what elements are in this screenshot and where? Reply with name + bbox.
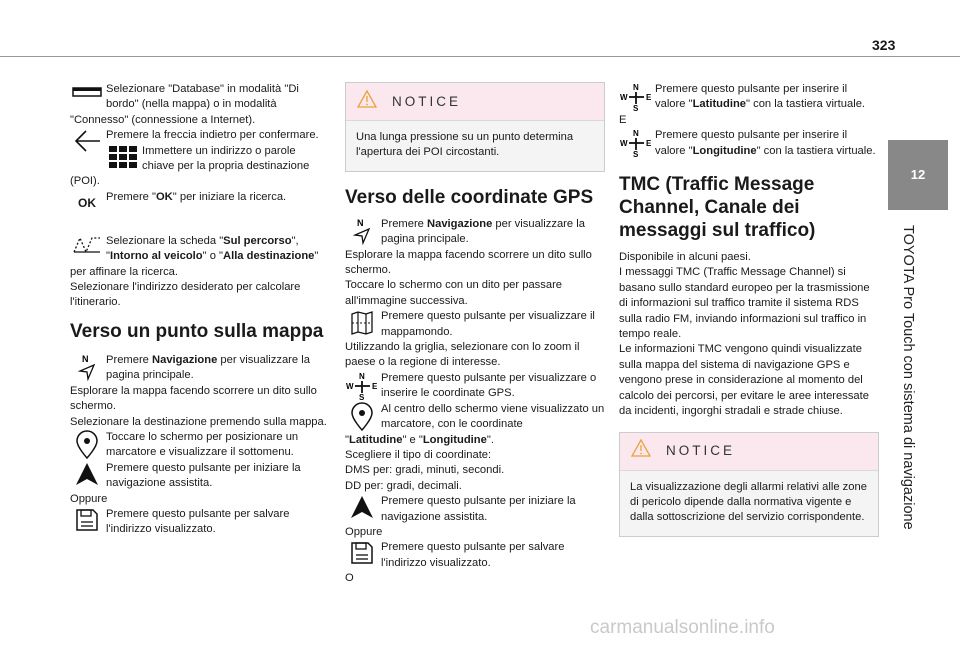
grid-zoom-text: Utilizzando la griglia, selezionare con lo zoom il paese o la regione di interesse. xyxy=(345,341,580,369)
gps-start-nav-item xyxy=(345,494,605,525)
coords-item xyxy=(345,371,605,402)
compass-w: W xyxy=(346,381,354,391)
top-rule xyxy=(0,56,960,57)
compass-s: S xyxy=(359,392,365,401)
save-disk-icon xyxy=(70,507,104,537)
svg-text:S: S xyxy=(633,150,639,159)
svg-text:E: E xyxy=(646,93,652,102)
navigation-compass-icon xyxy=(345,217,379,247)
gps-oppure-text: Oppure xyxy=(345,525,383,538)
tmc-availability-text: Disponibile in alcuni paesi. xyxy=(619,251,751,264)
latitude-text: Premere questo pulsante per inserire il valore "Latitudine" con la tastiera virtuale. xyxy=(655,83,866,111)
world-map-icon xyxy=(345,309,379,339)
tab-select-text: Selezionare la scheda "Sul percorso", "Intorno al veicolo" o "Alla destinazione" per affinare la ricerca. xyxy=(70,234,319,278)
globe-item xyxy=(345,309,605,340)
compass-n: N xyxy=(359,371,365,381)
notice-header-2 xyxy=(620,433,878,471)
notice-text-2: La visualizzazione degli allarmi relativi alle zone di pericolo dipende dalla normativa vigente e dalla sottoscrizione del servizio corrispondente. xyxy=(630,480,867,524)
marker-text: Toccare lo schermo per posizionare un marcatore e visualizzare il sottomenu. xyxy=(106,430,299,459)
location-pin-icon xyxy=(70,430,104,460)
notice-text-1: Una lunga pressione su un punto determina l'apertura dei POI circostanti. xyxy=(356,131,574,159)
tmc-description-text: I messaggi TMC (Traffic Message Channel) si basano sullo standard europeo per la trasmissione di informazioni sul traffico tramite il sistema RDS sulla radio FM, inviando informazioni sul traffico in tempo reale. xyxy=(619,266,870,341)
keyword-text: Immettere un indirizzo o parole chiave per la propria destinazione (POI). xyxy=(70,144,310,188)
page-number: 323 xyxy=(872,37,896,53)
svg-text:E: E xyxy=(646,139,652,149)
latitude-item xyxy=(619,82,879,113)
database-text: Selezionare "Database" in modalità "Di bordo" (nella mappa) o in modalità "Connesso" (connessione a Internet). xyxy=(70,83,299,126)
coord-type-text: Scegliere il tipo di coordinate: xyxy=(345,448,492,461)
column-1 xyxy=(70,82,330,538)
notice-box-1 xyxy=(345,82,605,172)
tab-select-item xyxy=(70,234,330,280)
notice-box-2 xyxy=(619,432,879,537)
dd-text: DD per: gradi, decimali. xyxy=(345,479,462,492)
section-heading-tmc: TMC (Traffic Message Channel, Canale dei messaggi sul traffico) xyxy=(619,174,816,242)
back-arrow-item xyxy=(70,128,330,143)
gps-start-nav-text: Premere questo pulsante per iniziare la navigazione assistita. xyxy=(381,495,576,523)
svg-text:N: N xyxy=(633,129,639,139)
chapter-tab: 12 xyxy=(888,140,948,210)
compass-e: E xyxy=(372,381,378,391)
keyboard-grid-icon xyxy=(106,144,140,174)
svg-text:N: N xyxy=(357,217,364,228)
column-3 xyxy=(619,82,879,537)
gps-next-image-text: Toccare lo schermo con un dito per passare all'immagine successiva. xyxy=(345,279,563,307)
route-tab-icon xyxy=(70,234,104,264)
svg-text:W: W xyxy=(620,139,628,149)
warning-triangle-icon xyxy=(630,438,652,463)
save-item xyxy=(70,507,330,538)
coords-text: Premere questo pulsante per visualizzare o inserire le coordinate GPS. xyxy=(381,371,597,400)
compass-rose-icon xyxy=(619,82,653,112)
compass-rose-icon xyxy=(345,371,379,401)
start-nav-text: Premere questo pulsante per iniziare la navigazione assistita. xyxy=(106,461,301,490)
globe-text: Premere questo pulsante per visualizzare il mappamondo. xyxy=(381,310,595,338)
compass-rose-icon xyxy=(619,128,653,158)
location-pin-icon xyxy=(345,402,379,432)
save-text: Premere questo pulsante per salvare l'indirizzo visualizzato. xyxy=(106,507,290,536)
section-heading-map-point: Verso un punto sulla mappa xyxy=(70,320,324,342)
center-marker-item xyxy=(345,402,605,433)
back-arrow-text: Premere la freccia indietro per confermare. xyxy=(106,129,319,142)
gps-save-text: Premere questo pulsante per salvare l'indirizzo visualizzato. xyxy=(381,541,565,569)
ok-item xyxy=(70,190,330,210)
notice-title-1: NOTICE xyxy=(392,93,462,109)
column-2 xyxy=(345,82,605,587)
dms-text: DMS per: gradi, minuti, secondi. xyxy=(345,464,505,477)
navigation-text: Premere Navigazione per visualizzare la pagina principale. xyxy=(106,353,310,382)
save-disk-icon xyxy=(345,540,379,570)
svg-text:W: W xyxy=(620,93,628,102)
chapter-title: TOYOTA Pro Touch con sistema di navigazione xyxy=(900,225,916,530)
warning-triangle-icon xyxy=(356,89,378,114)
gps-scroll-text: Esplorare la mappa facendo scorrere un dito sullo schermo. xyxy=(345,248,592,277)
watermark: carmanualsonline.info xyxy=(590,617,775,638)
gps-o-text: O xyxy=(345,572,354,585)
scroll-map-text: Esplorare la mappa facendo scorrere un dito sullo schermo. xyxy=(70,384,317,413)
ok-button-icon: OK xyxy=(78,195,96,210)
gps-navigation-item xyxy=(345,217,605,248)
ok-text: Premere "OK" per iniziare la ricerca. xyxy=(106,190,287,203)
database-bar-icon xyxy=(70,82,104,112)
start-navigation-icon xyxy=(70,461,104,491)
svg-text:S: S xyxy=(633,104,639,112)
start-nav-item xyxy=(70,461,330,492)
notice-header-1 xyxy=(346,83,604,121)
longitude-text: Premere questo pulsante per inserire il valore "Longitudine" con la tastiera virtuale. xyxy=(655,129,876,157)
select-address-text: Selezionare l'indirizzo desiderato per calcolare l'itinerario. xyxy=(70,281,301,309)
section-heading-gps: Verso delle coordinate GPS xyxy=(345,186,594,208)
notice-title-2: NOTICE xyxy=(666,443,736,459)
keyword-item xyxy=(70,144,330,190)
tmc-usage-text: Le informazioni TMC vengono quindi visualizzate sulla mappa del sistema di navigazione GPS e vengono prese in considerazione al momento del calcolo dei percorsi, per evitare le aree interessate da incidenti, ingorghi stradali e strade chiuse. xyxy=(619,343,869,418)
marker-item xyxy=(70,430,330,461)
lat-long-text: "Latitudine" e "Longitudine". xyxy=(345,433,494,446)
gps-navigation-text: Premere Navigazione per visualizzare la pagina principale. xyxy=(381,217,585,246)
navigation-compass-icon xyxy=(70,353,104,383)
navigation-item xyxy=(70,353,330,384)
gps-save-item xyxy=(345,540,605,571)
svg-text:N: N xyxy=(82,353,89,364)
database-item xyxy=(70,82,330,128)
start-navigation-icon xyxy=(345,494,379,524)
oppure-text: Oppure xyxy=(70,492,108,505)
svg-text:N: N xyxy=(633,83,639,92)
and-text: E xyxy=(619,113,627,126)
select-destination-text: Selezionare la destinazione premendo sulla mappa. xyxy=(70,415,327,428)
center-marker-text: Al centro dello schermo viene visualizzato un marcatore, con le coordinate xyxy=(381,402,605,431)
longitude-item xyxy=(619,128,879,159)
